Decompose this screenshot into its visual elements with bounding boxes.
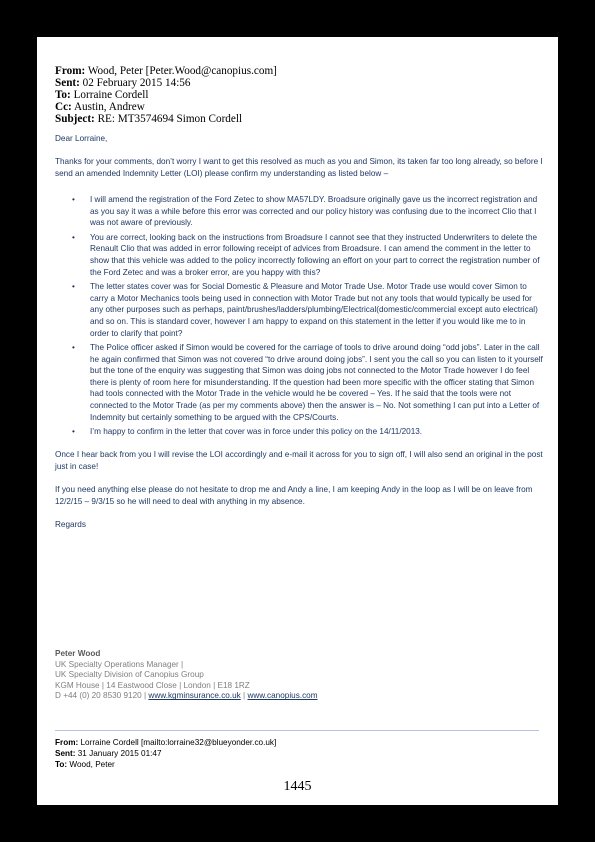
header-subject: Subject: RE: MT3574694 Simon Cordell <box>55 113 243 125</box>
closing: Regards <box>55 520 86 529</box>
quoted-from: From: Lorraine Cordell [mailto:lorraine32@blueyonder.co.uk] <box>55 738 277 747</box>
signature-contact: D +44 (0) 20 8530 9120 | www.kgminsurance.co.uk | www.canopius.com <box>55 691 318 701</box>
page-number: 1445 <box>283 779 312 794</box>
bullet-icon: • <box>72 282 75 292</box>
list-item: • I will amend the registration of the Ford Zetec to show MA57LDY. Broadsure originally gave us the incorrect registration and as you say it was a while before this error was corrected and our policy history was confusing due to the incorrect Clio that I was not aware of previously. <box>72 194 538 228</box>
leave-paragraph: If you need anything else please do not hesitate to drop me and Andy a line, I am keeping Andy in the loop as I will be on leave from 12/2/15 – 9/3/15 so he will need to deal with anything in my absence. <box>55 485 533 506</box>
document-page <box>37 37 558 805</box>
bullet-icon: • <box>72 427 75 437</box>
signature-name: Peter Wood <box>55 649 101 658</box>
intro-paragraph: Thanks for your comments, don’t worry I want to get this resolved as much as you and Simon, its taken far too long already, so before I send an amended Indemnity Letter (LOI) please confirm my understanding as listed below – <box>55 157 543 178</box>
canopius-link[interactable]: www.canopius.com <box>247 691 318 701</box>
signature-block <box>55 649 535 702</box>
quoted-header <box>55 737 276 770</box>
divider <box>55 730 539 731</box>
list-item: • The Police officer asked if Simon would be covered for the carriage of tools to drive around doing “odd jobs”. Later in the call he again confirmed that Simon was not covered “to drive around doing jobs”. I sent you the call so you can listen to it yourself but the tone of the enquiry was suggesting that Simon was doing jobs not connected to the Motor Trade however I do feel there is plenty of room here for misunderstanding. If the question had been more specific with the officer stating that Simon had tools connected with the Motor Trade in the vehicle would he be covered – Yes. If he said that the tools were not connected to the Motor Trade (as per my comments above) then the answer is – No. Not something I can put into a Letter of Indemnity but certainly something to be argued with the CPS/Courts. <box>72 343 543 422</box>
signature-address: KGM House | 14 Eastwood Close | London | E18 1RZ <box>55 680 250 690</box>
points-list <box>55 194 543 438</box>
list-item: • You are correct, looking back on the instructions from Broadsure I cannot see that they instructed Underwriters to delete the Renault Clio that was added in error following receipt of advices from Broadsure. I can amend the comment in the letter to show that this vehicle was added to the policy incorrectly following an effort on your part to correct the registration number of the Ford Zetec and was a broker error, are you happy with this? <box>72 232 540 277</box>
email-body <box>55 133 543 531</box>
quoted-to: To: Wood, Peter <box>55 760 115 769</box>
list-item: • I’m happy to confirm in the letter that cover was in force under this policy on the 14/11/2013. <box>72 427 423 437</box>
header-from: From: Wood, Peter [Peter.Wood@canopius.com] <box>55 65 277 77</box>
header-to: To: Lorraine Cordell <box>55 89 149 101</box>
bullet-icon: • <box>72 343 75 353</box>
followup-paragraph: Once I hear back from you I will revise the LOI accordingly and e-mail it across for you to sign off, I will also send an original in the post just in case! <box>55 450 543 472</box>
signature-title: UK Specialty Operations Manager | <box>55 659 184 669</box>
email-header <box>55 65 277 125</box>
greeting: Dear Lorraine, <box>55 134 108 143</box>
header-cc: Cc: Austin, Andrew <box>55 101 145 113</box>
signature-division: UK Specialty Division of Canopius Group <box>55 670 204 680</box>
bullet-icon: • <box>72 194 75 204</box>
header-sent: Sent: 02 February 2015 14:56 <box>55 77 191 89</box>
bullet-icon: • <box>72 232 75 242</box>
quoted-sent: Sent: 31 January 2015 01:47 <box>55 749 162 758</box>
kgm-link[interactable]: www.kgminsurance.co.uk <box>148 691 241 701</box>
list-item: • The letter states cover was for Social Domestic & Pleasure and Motor Trade Use. Motor Trade use would cover Simon to carry a Motor Mechanics tools being used in connection with Motor Trade but not any tools that would typically be used for any other purposes such as perhaps, paint/brushes/ladders/plumbing/Electrical(domestic/commercial except auto electrical) and so on. This is standard cover, however I am happy to expand on this statement in the letter if you would like me to in order to clarify that point? <box>72 282 538 338</box>
